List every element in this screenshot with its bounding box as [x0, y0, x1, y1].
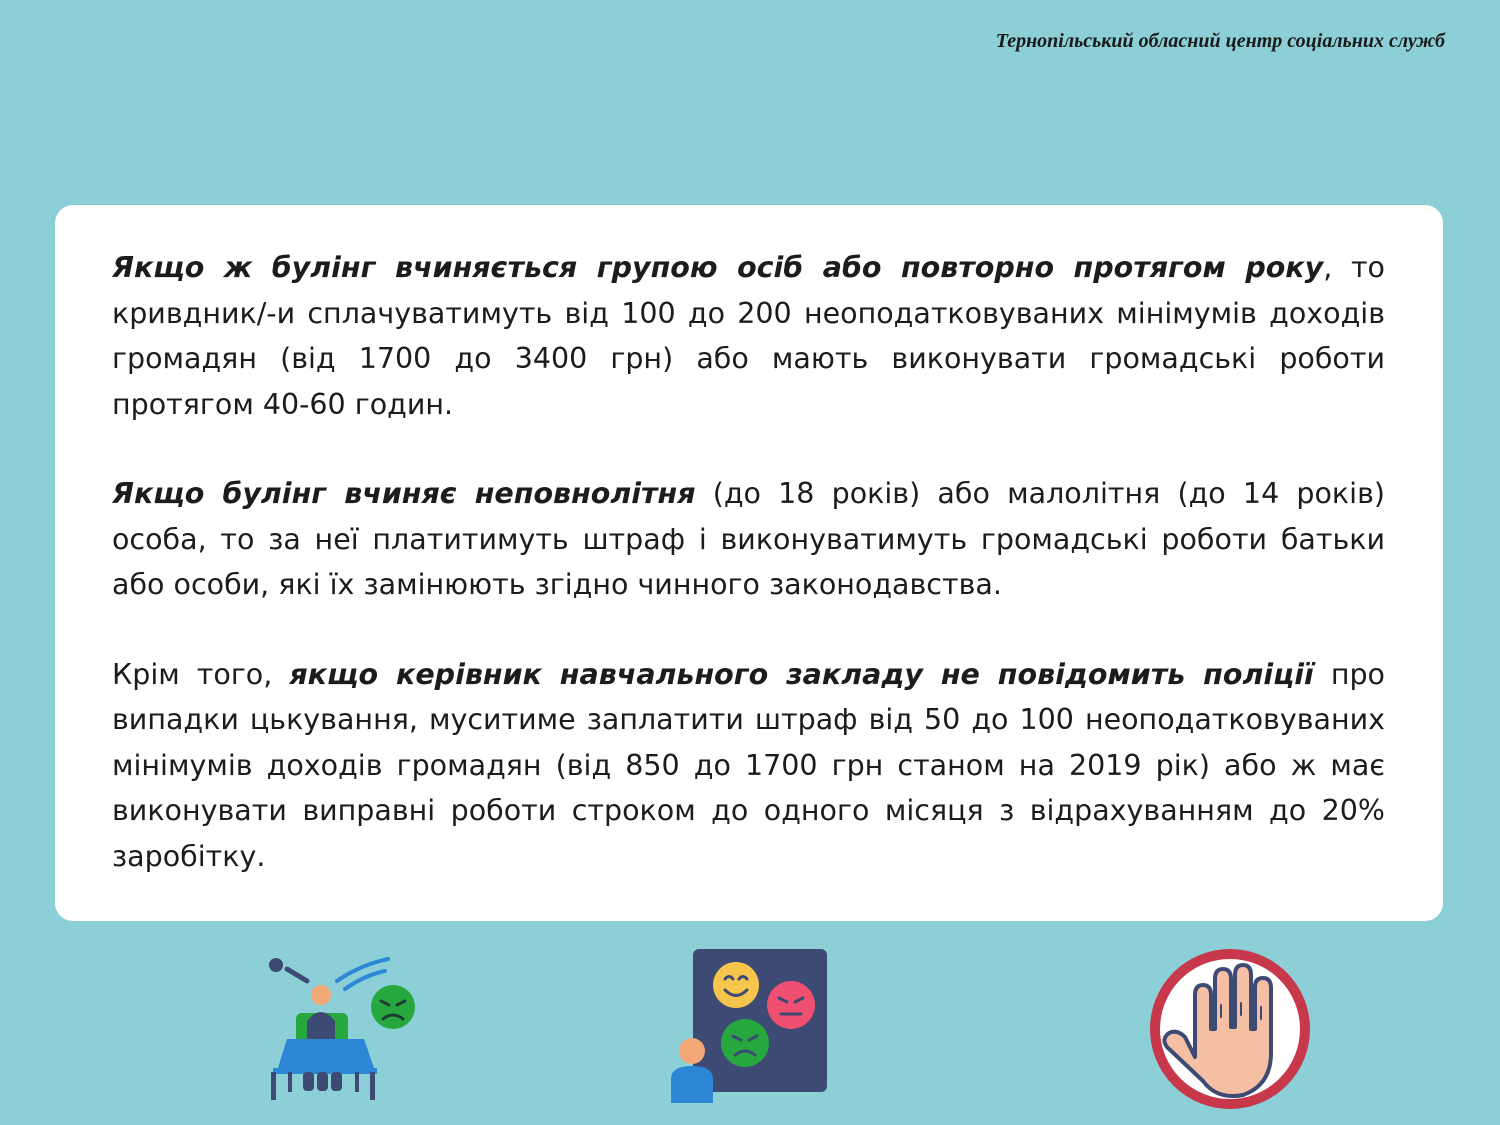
- paragraph-text: (до 18 років) або малолітня (до 14 років) особа, то за неї платитимуть штраф і виконуватимуть громадські роботи батьки або особи, які їх замінюють згідно чинного законодавства.: [112, 477, 1385, 601]
- bullied-student-icon: [255, 945, 425, 1110]
- organization-name: Тернопільський обласний центр соціальних служб: [995, 30, 1445, 52]
- paragraph-bold: Якщо булінг вчиняє неповнолітня: [112, 477, 696, 510]
- paragraph-minor-bullying: [112, 471, 1385, 608]
- info-text: [112, 245, 1385, 879]
- paragraph-bold: якщо керівник навчального закладу не повідомить поліції: [289, 657, 1314, 691]
- paragraph-bold: Якщо ж булінг вчиняється групою осіб або повторно протягом року: [112, 251, 1324, 284]
- paragraph-school-head: [112, 652, 1385, 880]
- info-card: [55, 205, 1443, 921]
- paragraph-text: про випадки цькування, муситиме заплатити штраф від 50 до 100 неоподатковуваних мінімумів доходів громадян (від 850 до 1700 грн станом на 2019 рік) або ж має виконувати виправні роботи строком до одного місяця з відрахуванням до 20% заробітку.: [112, 657, 1385, 873]
- paragraph-group-bullying: [112, 245, 1385, 427]
- paragraph-text: , то кривдник/-и сплачуватимуть від 100 до 200 неоподатковуваних мінімумів доходів громадян (від 1700 до 3400 грн) або мають виконувати громадські роботи протягом 40-60 годин.: [112, 251, 1385, 421]
- emotions-board-icon: [665, 945, 840, 1105]
- stop-hand-icon: [1145, 945, 1315, 1115]
- paragraph-intro: Крім того,: [112, 657, 290, 691]
